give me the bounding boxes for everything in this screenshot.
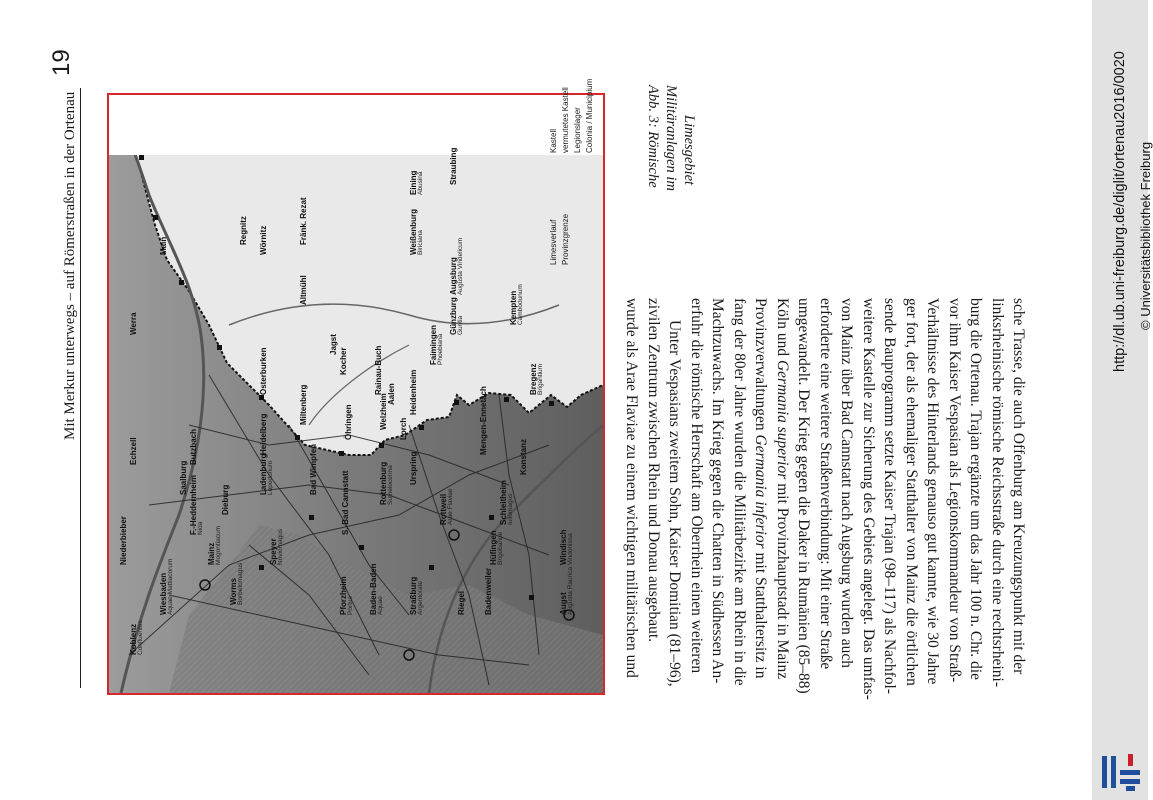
limes-map-figure: [107, 78, 605, 695]
map-place-label: Rottenburg: [379, 461, 388, 505]
body-line: vor ihm Kaiser Vespasian als Legionskommandeur von Straß-: [945, 298, 963, 683]
map-place-label: Dieburg: [221, 484, 230, 515]
map-place-sublabel: Abusina: [417, 171, 424, 195]
page-number: 19: [48, 49, 75, 76]
legend-item: Legionslager: [573, 107, 582, 153]
body-line: Verhältnisse des Hinterlands genauso gut kannte, wie 30 Jahre: [924, 298, 941, 685]
body-line: weitere Kastelle zur Sicherung des Gebiets angelegt. Das umfas-: [859, 298, 877, 700]
map-place-label: Öhringen: [344, 404, 353, 440]
caption-line: Abb. 3: Römische: [645, 85, 661, 188]
map-place-label: Urspring: [409, 451, 418, 485]
map-place-sublabel: Noviomagus: [277, 528, 284, 565]
map-place-label: Jagst: [329, 334, 338, 355]
body-line: linksrheinische römische Reichsstraße durch eine rechtsrheini-: [988, 298, 1006, 688]
map-place-label: Fränk. Rezat: [299, 197, 308, 245]
map-place-label: Kempten: [509, 290, 518, 325]
map-place-label: Straubing: [449, 147, 458, 185]
map-place-label: S.-Bad Cannstatt: [341, 470, 350, 535]
legend-line-label: Limesverlauf: [549, 219, 558, 265]
map-place-label: Augsburg: [449, 257, 458, 295]
map-place-label: Badenweiler: [484, 567, 493, 615]
map-place-sublabel: Aquae Mattiacorum: [167, 558, 174, 615]
body-line: zivilen Zentrum zwischen Rhein und Donau ausgebaut.: [644, 298, 662, 643]
map-place-sublabel: Nida: [197, 521, 204, 535]
map-place-label: Hüfingen: [489, 530, 498, 565]
copyright-notice: © Universitätsbibliothek Freiburg: [1138, 141, 1153, 330]
caption-line: Limesgebiet: [681, 115, 697, 186]
map-place-label: Kocher: [339, 347, 348, 375]
map-place-label: Bad Wimpfen: [309, 443, 318, 495]
map-place-label: Speyer: [269, 538, 278, 565]
map-place-sublabel: Iuliomagus: [507, 493, 514, 525]
map-place-sublabel: Guntia: [457, 315, 464, 335]
map-place-label: Rottweil: [439, 493, 448, 525]
map-place-sublabel: Sumelocenna: [387, 465, 394, 505]
map-place-label: Günzburg: [449, 297, 458, 335]
map-place-label: Main: [159, 236, 168, 255]
map-place-sublabel: Brigantium: [537, 363, 544, 395]
map-place-label: Saalburg: [179, 460, 188, 495]
map-place-label: Rainau-Buch: [374, 345, 383, 395]
body-line: Provinzverwaltungen Germania inferior mit Statthaltersitz in: [752, 298, 769, 679]
body-line: wurde als Arae Flaviae zu einem wichtigen militärischen und: [623, 298, 640, 678]
map-place-label: Welzheim: [379, 393, 388, 430]
map-place-sublabel: Augusta Raurica: [567, 566, 574, 615]
body-line: von Mainz über Bad Cannstatt nach Augsburg wurden auch: [838, 298, 855, 668]
map-place-label: Konstanz: [519, 439, 528, 475]
map-place-sublabel: Augusta Vindelicum: [457, 237, 464, 295]
map-place-label: Heidenheim: [409, 369, 418, 415]
running-title: Mit Merkur unterwegs – auf Römerstraßen in der Ortenau: [62, 91, 78, 440]
map-place-label: Schleitheim: [499, 480, 508, 525]
map-place-label: Straßburg: [409, 576, 418, 615]
map-place-sublabel: Cambodunum: [517, 284, 524, 325]
legend-item: vermutetes Kastell: [561, 87, 570, 153]
body-line: fang der 80er Jahre wurden die Militärbezirke am Rhein in die: [730, 298, 748, 686]
map-place-label: Weißenburg: [409, 208, 418, 255]
map-place-sublabel: Portus: [347, 596, 354, 615]
figure-caption: [643, 85, 707, 285]
body-line: ger fort, der als ehemaliger Statthalter von Mainz die örtlichen: [902, 298, 920, 686]
map-place-sublabel: Phoebiana: [437, 333, 444, 365]
map-place-sublabel: Vindonissa: [567, 533, 574, 565]
map-place-label: Aalen: [387, 383, 396, 405]
body-line: Köln und Germania superior mit Provinzhauptstadt in Mainz: [773, 298, 791, 680]
map-place-label: Augst: [559, 592, 568, 615]
map-place-label: Butzbach: [189, 429, 198, 465]
map-place-sublabel: Aquae: [377, 596, 384, 615]
body-line: sche Trasse, die auch Offenburg am Kreuzungspunkt mit der: [1010, 298, 1027, 675]
map-place-label: Ladenburg: [259, 453, 268, 495]
body-line: sende Bauprogramm setzte Kaiser Trajan (98–117) als Nachfol-: [881, 298, 898, 695]
map-place-label: Mengen-Ennetach: [479, 386, 488, 455]
map-place-sublabel: Argentorate: [417, 581, 424, 615]
map-place-label: Werra: [129, 312, 138, 335]
map-place-label: Worms: [229, 578, 238, 605]
caption-line: Militäranlagen im: [663, 85, 679, 191]
map-place-label: Osterburken: [259, 347, 268, 395]
library-logo-icon: [1098, 748, 1144, 794]
map-place-sublabel: Brigobanne: [497, 531, 504, 565]
body-line: Machtzuwachs. Im Krieg gegen die Chatten in Südhessen An-: [709, 298, 726, 684]
map-place-label: Riegel: [457, 590, 466, 615]
map-place-label: Mainz: [207, 542, 216, 565]
body-text: [622, 298, 1027, 700]
legend-item: Colonia / Municipium: [585, 78, 594, 153]
map-place-label: Heidelberg: [259, 413, 268, 455]
map-place-sublabel: Borbetomagus: [237, 562, 244, 605]
map-place-label: Koblenz: [129, 623, 138, 655]
map-place-label: Bregenz: [529, 363, 538, 395]
map-place-label: Echzell: [129, 437, 138, 465]
map-place-sublabel: Confluentes: [137, 620, 144, 655]
map-place-label: Wiesbaden: [159, 572, 168, 615]
map-place-label: F.-Heddernheim: [189, 474, 198, 535]
source-url[interactable]: http://dl.ub.uni-freiburg.de/diglit/ortenau2016/0020: [1112, 51, 1128, 372]
map-place-sublabel: Arae Flaviae: [447, 488, 454, 525]
body-line: erforderte eine weitere Straßenverbindung: Mit einer Straße: [816, 298, 834, 670]
map-place-label: Wörnitz: [259, 225, 268, 255]
map-place-sublabel: Lopodunum: [267, 460, 274, 495]
map-place-label: Pforzheim: [339, 576, 348, 615]
map-place-label: Niederbieber: [119, 516, 128, 565]
map-place-label: Eining: [409, 170, 418, 195]
map-place-label: Altmühl: [299, 275, 308, 305]
map-place-sublabel: Mogontiacum: [215, 525, 222, 565]
map-place-label: Faimingen: [429, 324, 438, 365]
map-place-label: Windisch: [559, 529, 568, 565]
map-place-sublabel: Biriciana: [417, 230, 424, 255]
legend-line-label: Provinzgrenze: [561, 213, 570, 265]
legend-item: Kastell: [549, 128, 558, 153]
map-place-label: Regnitz: [239, 216, 248, 245]
map-place-label: Miltenberg: [299, 384, 308, 425]
map-place-label: Lorch: [399, 417, 408, 440]
body-line: umgewandelt. Der Krieg gegen die Daker in Rumänien (85–88): [795, 298, 812, 694]
body-line: Unter Vespasians zweitem Sohn, Kaiser Domitian (81–96),: [666, 320, 683, 687]
map-place-label: Baden-Baden: [369, 563, 378, 615]
body-line: burg die Ortenau. Trajan ergänzte um das Jahr 100 n. Chr. die: [967, 298, 984, 681]
header-rule: [80, 88, 81, 688]
body-line: erfuhr die römische Herrschaft am Oberrhein einen weiteren: [687, 298, 705, 674]
